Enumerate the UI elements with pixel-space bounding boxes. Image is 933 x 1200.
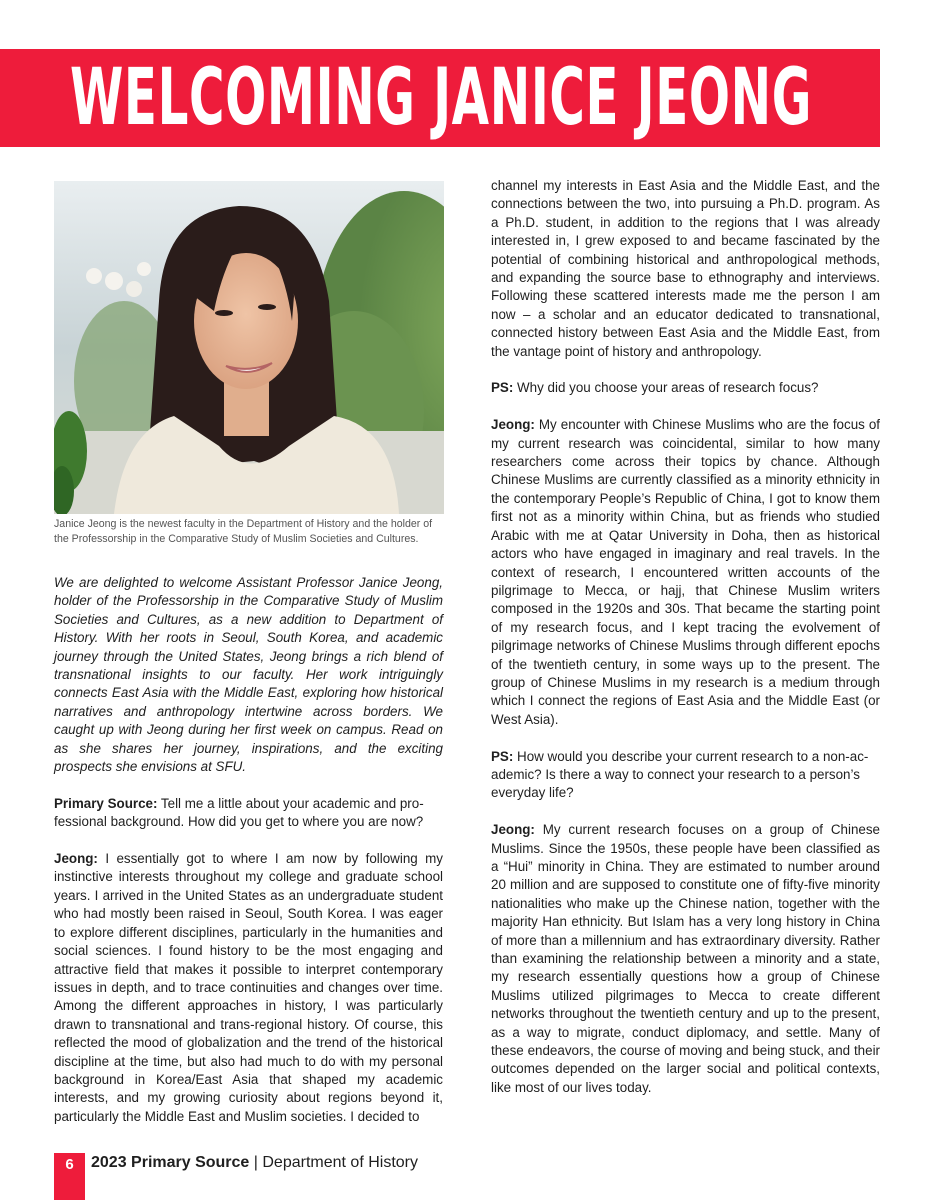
question-text: Tell me a little about your academic and professional background. How did you get to where you are now? xyxy=(54,795,424,830)
question-text: Why did you choose your areas of research focus? xyxy=(513,380,819,396)
answer-text: I essentially got to where I am now by following my instinctive interests throughout my college and graduate school years. I arrived in the United States as an undergraduate student who had mostly been raised in Seoul, South Korea. I was eager to explore different disciplines, particularly in the humanities and social sciences. I found history to be the most engaging and attractive field that makes it possible to interpret contemporary issues in depth, and to trace continuities and changes over time. Among the different approaches in history, I was particularly drawn to transnational and trans-regional history. Of course, this reflected the mood of globalization and the trend of the historical discipline at the time, but also had much to do with my personal background in Korea/East Asia that shaped my academic interests, and my growing curiosity about regions beyond it, particularly the Middle East and Muslim societies. I decided to xyxy=(54,851,443,1124)
article-column-left xyxy=(54,574,443,1126)
footer-separator: | xyxy=(249,1154,263,1171)
interview-question xyxy=(491,379,880,397)
speaker-label: PS: xyxy=(491,748,514,764)
answer-text: channel my interests in East Asia and the Middle East, and the connections between the two, into pursuing a Ph.D. program. As a Ph.D. student, in addition to the regions that I was already interested in, I grew exposed to and became fascinated by the potential of combining historical and anthropological methods, and expanding the source base to ethnography and interviews. Following these scattered interests made me the person I am now – a scholar and an educator dedicated to transnational, connected history between East Asia and the Middle East, from the vantage point of history and anthropology. xyxy=(491,178,880,359)
interview-question xyxy=(54,795,443,832)
interview-answer xyxy=(491,821,880,1097)
speaker-label: Jeong: xyxy=(54,851,98,867)
page-number: 6 xyxy=(65,1156,74,1173)
title-banner xyxy=(0,49,880,147)
speaker-label: Jeong: xyxy=(491,822,535,838)
footer-running-title xyxy=(91,1154,418,1172)
interview-answer xyxy=(54,850,443,1126)
question-text: How would you describe your current research to a non-academic? Is there a way to connect your research to a person’s everyday life? xyxy=(491,748,869,801)
interview-question xyxy=(491,748,880,803)
interview-answer-continued xyxy=(491,177,880,361)
speaker-label: PS: xyxy=(491,380,514,396)
interview-answer xyxy=(491,416,880,729)
speaker-label: Jeong: xyxy=(491,417,535,433)
intro-paragraph: We are delighted to welcome Assistant Professor Janice Jeong, holder of the Professorship in the Comparative Study of Muslim Societies and Cultures, as a new addition to Department of History. With her roots in Seoul, South Korea, and academic journey through the United States, Jeong brings a rich blend of transnational insights to our faculty. Her work intriguingly connects East Asia with the Middle East, exploring how historical narratives and anthropology intertwine across borders. We caught up with Jeong during her first week on campus. Read on as she shares her journey, inspirations, and the exciting prospects she envisions at SFU. xyxy=(54,575,443,775)
speaker-label: Primary Source: xyxy=(54,795,158,811)
photo-caption: Janice Jeong is the newest faculty in the Department of History and the holder of the Professorship in the Comparative Study of Muslim Societies and Cultures. xyxy=(54,518,433,545)
page-title-text: WELCOMING JANICE JEONG xyxy=(69,53,813,143)
page-number-block xyxy=(54,1153,85,1200)
department-name: Department of History xyxy=(262,1154,418,1171)
answer-text: My current research focuses on a group of Chinese Muslims. Since the 1950s, these people have been classified as a “Hui” minority in China. They are estimated to number around 20 million and are supposed to constitute one of fifty-five minority nationalities who make up the Chinese nation, together with the majority Han ethnicity. But Islam has a very long history in China of more than a millennium and has extraordinary diversity. Rather than examining the relationship between a minority and a state, my research essentially questions how a group of Chinese Muslims utilized pilgrimages to Mecca to create different networks throughout the twentieth century and up to the present, as a way to migrate, conduct diplomacy, and settle. Many of these endeavors, the course of moving and being stuck, and their outcomes depended on the larger social and political contexts, like most of our lives today. xyxy=(491,822,880,1095)
answer-text: My encounter with Chinese Muslims who are the focus of my current research was coincidental, similar to how many researchers come across their topics by chance. Although Chinese Muslims are currently classified as a minority ethnicity in the contemporary People’s Republic of China, I got to know them first not as a minority within China, but as friends who studied Arabic with me at Qatar University in Doha, then as historical actors who have engaged in imaginary and real travels. In the context of research, I encountered written accounts of the pilgrimage to Mecca, or hajj, that Chinese Muslim writers composed in the 1920s and 30s. That became the starting point of my research focus, and I kept tracing the evolvement of pilgrimage networks of Chinese Muslims through different epochs of the twentieth century, in some ways up to the present. The group of Chinese Muslims in my research is a medium through which I connect the regions of East Asia and the Middle East (or West Asia). xyxy=(491,417,880,727)
publication-name: 2023 Primary Source xyxy=(91,1154,250,1171)
portrait-photo xyxy=(54,181,444,514)
page-title xyxy=(69,49,813,147)
article-column-right xyxy=(491,177,880,1097)
